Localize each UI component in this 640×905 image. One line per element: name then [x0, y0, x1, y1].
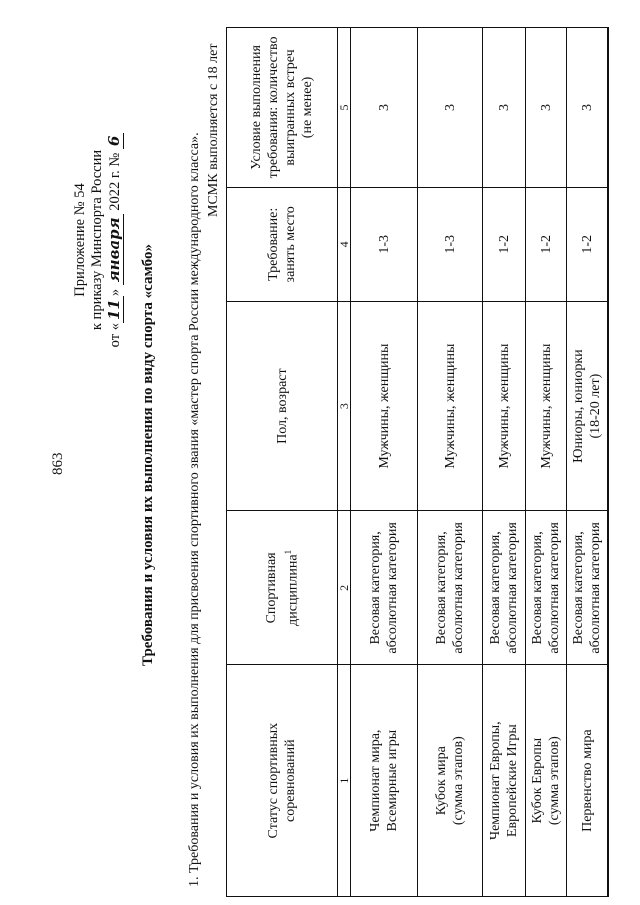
order-header	[72, 125, 124, 355]
cell-wins: 3	[526, 28, 567, 188]
table-row	[418, 28, 483, 897]
cell-discipline: Весовая категория, абсолютная категория	[567, 511, 609, 665]
handwritten-day: 11	[105, 296, 124, 323]
footnote-mark: 1	[282, 549, 293, 555]
document-title: Требования и условия их выполнения по виду спорта «самбо»	[140, 244, 156, 666]
cell-discipline: Весовая категория, абсолютная категория	[526, 511, 567, 665]
cell-status: Кубок мира (сумма этапов)	[418, 665, 483, 897]
cell-status: Первенство мира	[567, 665, 609, 897]
cell-sex-age: Мужчины, женщины	[483, 301, 526, 511]
table-row	[351, 28, 418, 897]
intro-paragraph: 1. Требования и условия их выполнения для присвоения спортивного звания «мастер спорта России международного класса».	[187, 132, 202, 887]
table-header-row	[227, 28, 338, 897]
age-note: МСМК выполняется с 18 лет	[206, 43, 221, 217]
header-discipline: Спортивная дисциплина$^1$	[227, 511, 338, 665]
cell-wins: 3	[418, 28, 483, 188]
page-number: 863	[50, 452, 66, 475]
cell-sex-age: Мужчины, женщины	[418, 301, 483, 511]
table-row	[483, 28, 526, 897]
cell-place: 1-2	[483, 187, 526, 301]
cell-place: 1-2	[526, 187, 567, 301]
cell-place: 1-2	[567, 187, 609, 301]
cell-wins: 3	[567, 28, 609, 188]
header-wins: Условие выполнения требования: количество выигранных встреч (не менее)	[227, 28, 338, 188]
order-line: к приказу Минспорта России	[89, 149, 105, 331]
requirements-table	[226, 27, 609, 897]
cell-place: 1-3	[351, 187, 418, 301]
cell-status: Чемпионат Европы, Европейские Игры	[483, 665, 526, 897]
cell-status: Чемпионат мира, Всемирные игры	[351, 665, 418, 897]
header-status: Статус спортивных соревнований	[227, 665, 338, 897]
header-place: Требование: занять место	[227, 187, 338, 301]
header-sex-age: Пол, возраст	[227, 301, 338, 511]
cell-wins: 3	[483, 28, 526, 188]
appendix-line: Приложение № 54	[72, 183, 88, 297]
date-line: от «11» января 2022 г. № 6	[106, 125, 124, 355]
cell-sex-age: Юниоры, юниорки (18-20 лет)	[567, 301, 609, 511]
table-row	[567, 28, 609, 897]
cell-sex-age: Мужчины, женщины	[351, 301, 418, 511]
cell-discipline: Весовая категория, абсолютная категория	[483, 511, 526, 665]
cell-status: Кубок Европы (сумма этапов)	[526, 665, 567, 897]
table-row	[526, 28, 567, 897]
column-number: 2	[338, 511, 351, 665]
column-number: 3	[338, 301, 351, 511]
column-number-row	[338, 28, 351, 897]
cell-discipline: Весовая категория, абсолютная категория	[418, 511, 483, 665]
handwritten-month: января	[105, 214, 124, 285]
cell-wins: 3	[351, 28, 418, 188]
column-number: 4	[338, 187, 351, 301]
cell-place: 1-3	[418, 187, 483, 301]
column-number: 5	[338, 28, 351, 188]
column-number: 1	[338, 665, 351, 897]
cell-sex-age: Мужчины, женщины	[526, 301, 567, 511]
handwritten-order-number: 6	[105, 133, 124, 149]
cell-discipline: Весовая категория, абсолютная категория	[351, 511, 418, 665]
